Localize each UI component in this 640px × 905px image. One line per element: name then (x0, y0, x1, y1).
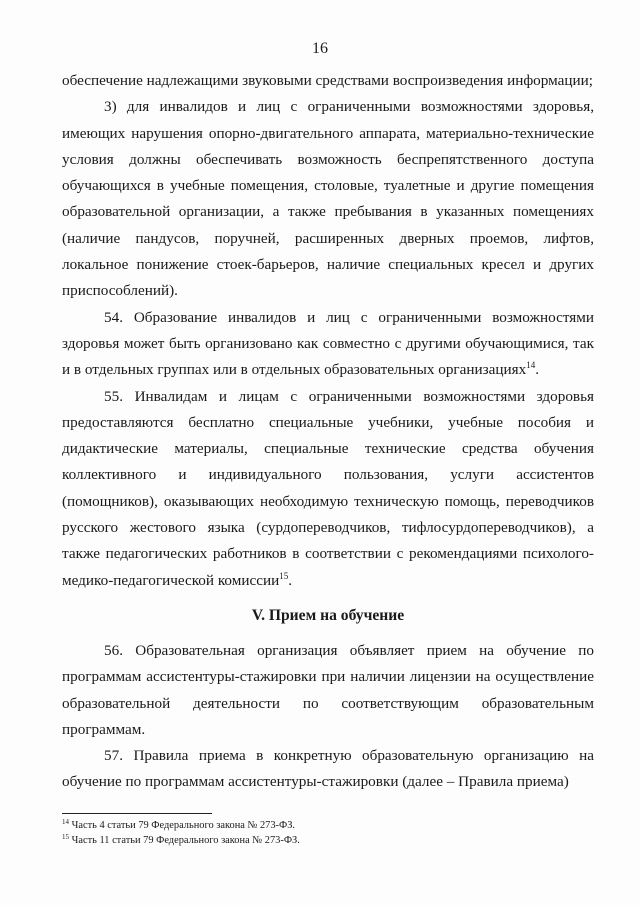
paragraph-55: 55. Инвалидам и лицам с ограниченными возможностями здоровья предоставляются бесплатно специальные учебники, учебные пособия и дидактические материалы, специальные технические средства обучения коллективного и индивидуального пользования, услуги ассистентов (помощников), оказывающих необходимую техническую помощь, переводчиков русского жестового языка (сурдопереводчиков, тифлосурдопереводчиков), а также педагогических работников в соответствии с рекомендациями психолого-медико-педагогической комиссии$^{15}$. (62, 387, 594, 589)
footnote-divider (62, 813, 212, 814)
footnote-ref-15[interactable]: 15 (279, 570, 289, 581)
footnotes (62, 818, 594, 848)
paragraph-54: 54. Образование инвалидов и лиц с ограниченными возможностями здоровья может быть организовано как совместно с другими обучающимися, так и в отдельных группах или в отдельных образовательных организациях$^{14}$. (62, 308, 594, 379)
footnote-14: $^{14}$ Часть 4 статьи 79 Федерального закона № 273-ФЗ. (62, 818, 296, 831)
paragraph-56: 56. Образовательная организация объявляет прием на обучение по программам ассистентуры-стажировки при наличии лицензии на осуществление образовательной деятельности по соответствующим образовательным программам. (62, 641, 594, 738)
page-body (62, 68, 594, 796)
footnote-15: $^{15}$ Часть 11 статьи 79 Федерального закона № 273-ФЗ. (62, 833, 300, 846)
paragraph-57: 57. Правила приема в конкретную образовательную организацию на обучение по программам ассистентуры-стажировки (далее – Правила приема) (62, 747, 594, 791)
section-heading: V. Прием на обучение (251, 606, 405, 624)
paragraph-continuation: обеспечение надлежащими звуковыми средствами воспроизведения информации; (62, 72, 593, 89)
footnote-ref-14[interactable]: 14 (526, 360, 536, 371)
page-number: 16 (312, 40, 328, 57)
paragraph-item-3: 3) для инвалидов и лиц с ограниченными возможностями здоровья, имеющих нарушения опорно-двигательного аппарата, материально-технические условия должны обеспечивать возможность беспрепятственного доступа обучающихся в учебные помещения, столовые, туалетные и другие помещения образовательной организации, а также пребывания в указанных помещениях (наличие пандусов, поручней, расширенных дверных проемов, лифтов, локальное понижение стоек-барьеров, наличие специальных кресел и других приспособлений). (62, 98, 594, 300)
